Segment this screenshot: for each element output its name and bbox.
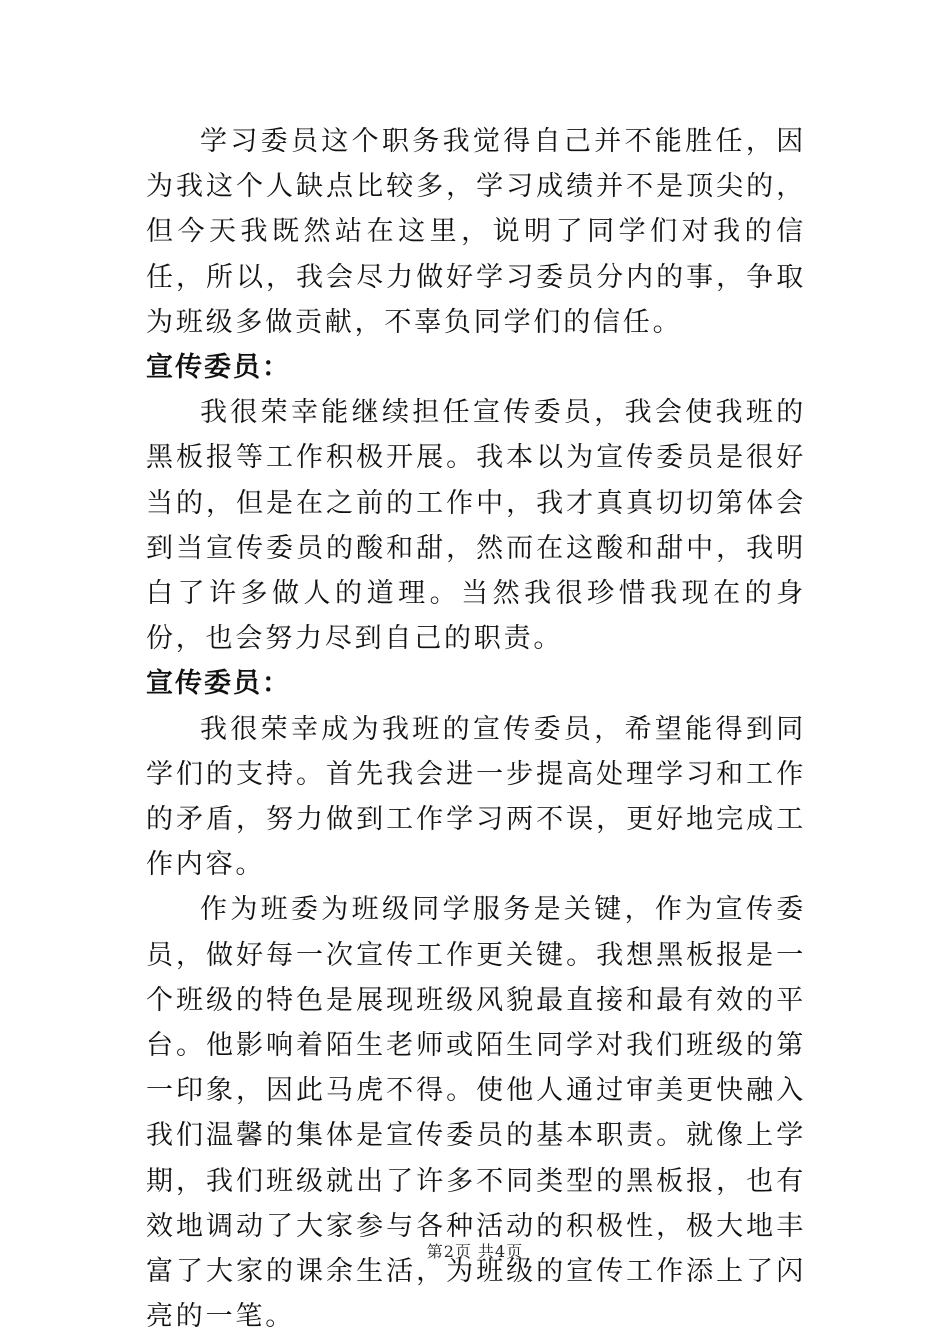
paragraph-publicity-continue: 我很荣幸能继续担任宣传委员，我会使我班的黑板报等工作积极开展。我本以为宣传委员是很好当的，但是在之前的工作中，我才真真切切第体会到当宣传委员的酸和甜，然而在这酸和甜中，我明白了许多做人的道理。当然我很珍惜我现在的身份，也会努力尽到自己的职责。 [146,397,806,655]
document-body [146,119,806,1339]
paragraph-publicity-honor: 我很荣幸成为我班的宣传委员，希望能得到同学们的支持。首先我会进一步提高处理学习和工作的矛盾，努力做到工作学习两不误，更好地完成工作内容。 [146,713,806,881]
paragraph-study-committee: 学习委员这个职务我觉得自己并不能胜任，因为我这个人缺点比较多，学习成绩并不是顶尖的，但今天我既然站在这里，说明了同学们对我的信任，所以，我会尽力做好学习委员分内的事，争取为班级多做贡献，不辜负同学们的信任。 [146,126,806,338]
page-number-footer: 第2页 共4页 [426,1242,524,1261]
heading-publicity-committee-1: 宣传委员： [146,352,291,384]
heading-publicity-committee-2: 宣传委员： [146,668,291,700]
paragraph-publicity-blackboard: 作为班委为班级同学服务是关键，作为宣传委员，做好每一次宣传工作更关键。我想黑板报是一个班级的特色是展现班级风貌最直接和最有效的平台。他影响着陌生老师或陌生同学对我们班级的第一印象，因此马虎不得。使他人通过审美更快融入我们温馨的集体是宣传委员的基本职责。就像上学期，我们班级就出了许多不同类型的黑板报，也有效地调动了大家参与各种活动的积极性，极大地丰富了大家的课余生活，为班级的宣传工作添上了闪亮的一笔。 [146,894,806,1333]
